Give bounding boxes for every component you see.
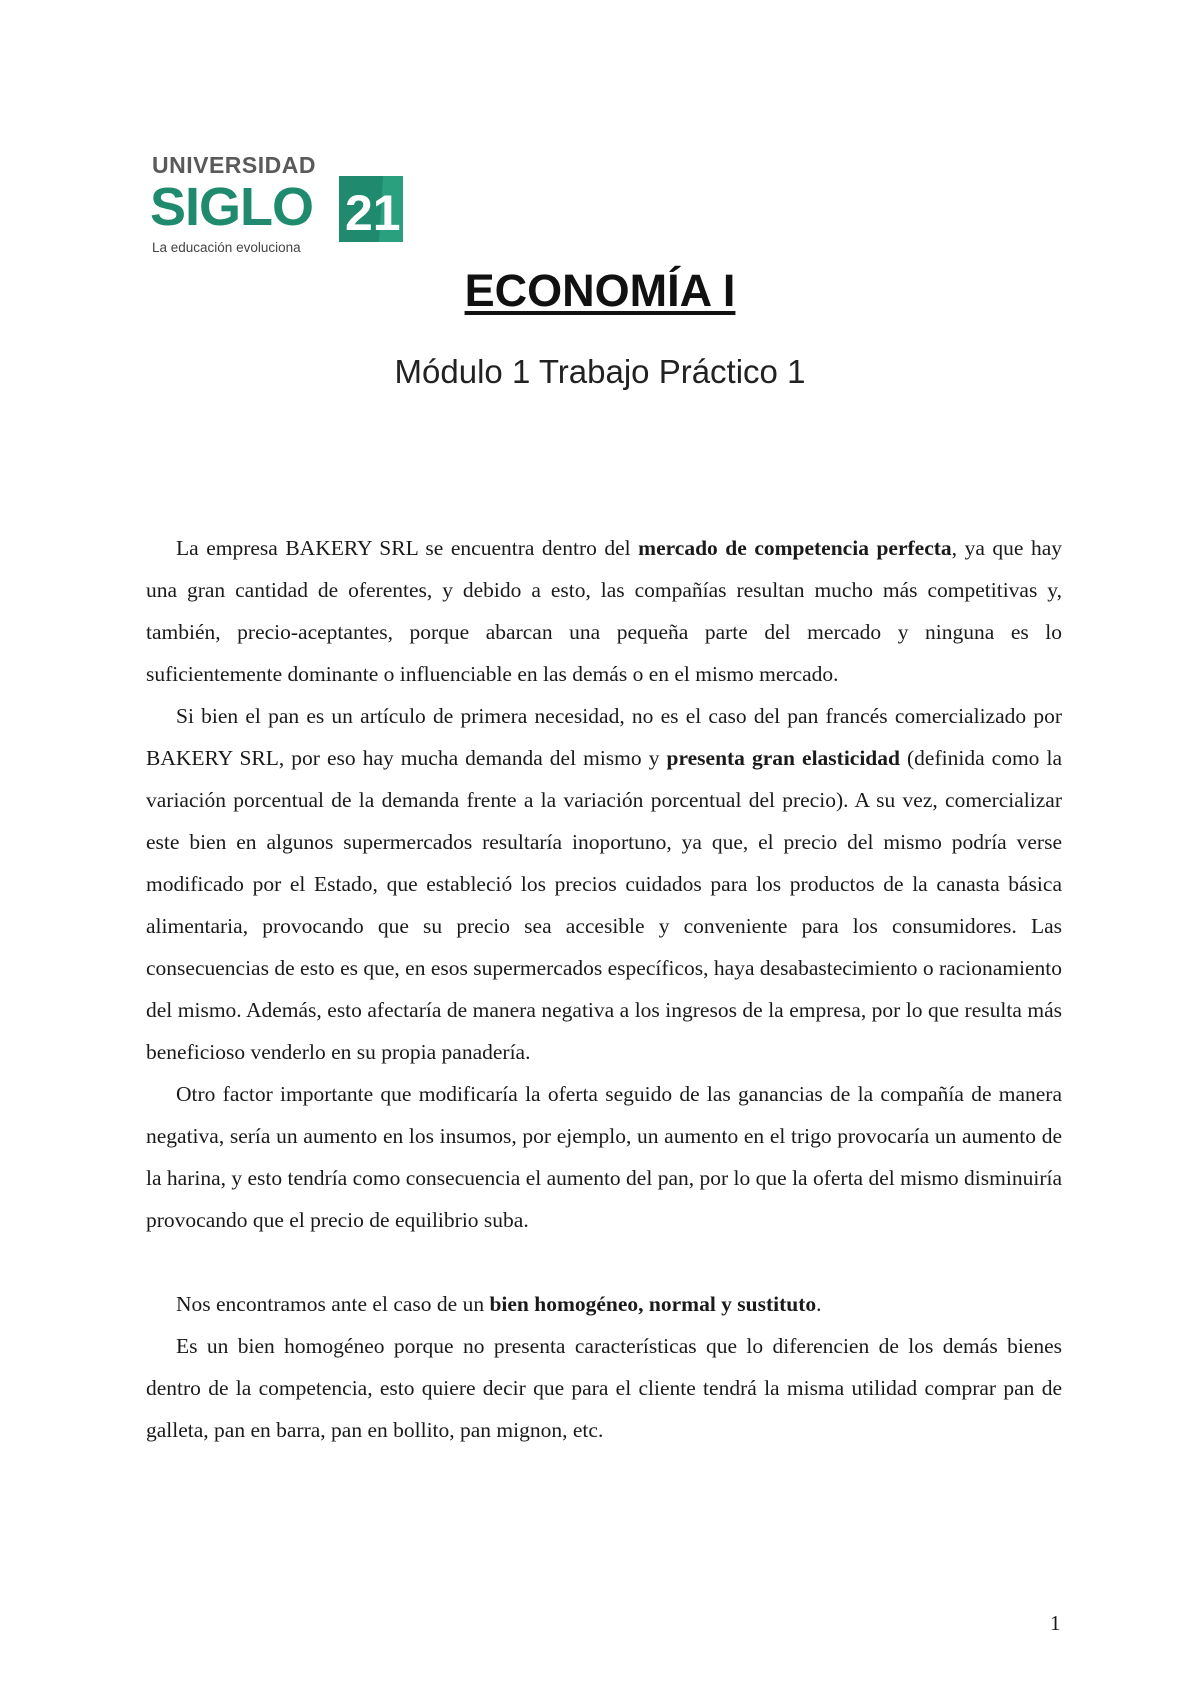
paragraph-2-bold: presenta gran elasticidad (666, 746, 900, 770)
logo-21-text: 21 (345, 185, 401, 241)
paragraph-1-text-c: , ya que hay una gran cantidad de oferentes, y debido a esto, las compañías resultan mucho más competitivas y, también, precio-aceptantes, porque abarcan una pequeña parte del mercado y ninguna es lo suficientemente dominante o influenciable en las demás o en el mismo mercado. (146, 536, 1062, 686)
paragraph-4-text-a: Nos encontramos ante el caso de un (176, 1292, 490, 1316)
document-title: ECONOMÍA I (464, 265, 736, 316)
paragraph-1-text-a: La empresa BAKERY SRL se encuentra dentro del (176, 536, 639, 560)
paragraph-3: Otro factor importante que modificaría la oferta seguido de las ganancias de la compañía de manera negativa, sería un aumento en los insumos, por ejemplo, un aumento en el trigo provocaría un aumento de la harina, y esto tendría como consecuencia el aumento del pan, por lo que la oferta del mismo disminuiría provocando que el precio de equilibrio suba. (146, 1082, 1062, 1232)
paragraph-4-bold: bien homogéneo, normal y sustituto (489, 1292, 817, 1316)
logo-siglo: SIGLO (150, 177, 314, 237)
page-number: 1 (1050, 1611, 1061, 1635)
paragraph-5: Es un bien homogéneo porque no presenta características que lo diferencien de los demás bienes dentro de la competencia, esto quiere decir que para el cliente tendrá la misma utilidad comprar pan de galleta, pan en barra, pan en bollito, pan mignon, etc. (146, 1334, 1062, 1442)
paragraph-2-text-c: (definida como la variación porcentual de la demanda frente a la variación porcentual del precio). A su vez, comercializar este bien en algunos supermercados resultaría inoportuno, ya que, el precio del mismo podría verse modificado por el Estado, que estableció los precios cuidados para los productos de la canasta básica alimentaria, provocando que su precio sea accesible y conveniente para los consumidores. Las consecuencias de esto es que, en esos supermercados específicos, haya desabastecimiento o racionamiento del mismo. Además, esto afectaría de manera negativa a los ingresos de la empresa, por lo que resulta más beneficioso venderlo en su propia panadería. (146, 746, 1062, 1064)
logo-21-badge (339, 176, 403, 242)
paragraph-2 (146, 695, 1062, 1073)
paragraph-1-bold: mercado de competencia perfecta (638, 536, 952, 560)
paragraph-4-text-c: . (816, 1292, 822, 1316)
logo-slogan: La educación evoluciona (152, 240, 301, 255)
document-subtitle: Módulo 1 Trabajo Práctico 1 (394, 353, 806, 390)
paragraph-1 (146, 527, 1062, 695)
document-body (146, 527, 1062, 1451)
paragraph-2-text-a: Si bien el pan es un artículo de primera necesidad, no es el caso del pan francés comercializado por BAKERY SRL, por eso hay mucha demanda del mismo y (146, 704, 1062, 770)
logo-universidad: UNIVERSIDAD (152, 152, 316, 178)
paragraph-4 (146, 1283, 1062, 1325)
university-logo (152, 152, 412, 262)
